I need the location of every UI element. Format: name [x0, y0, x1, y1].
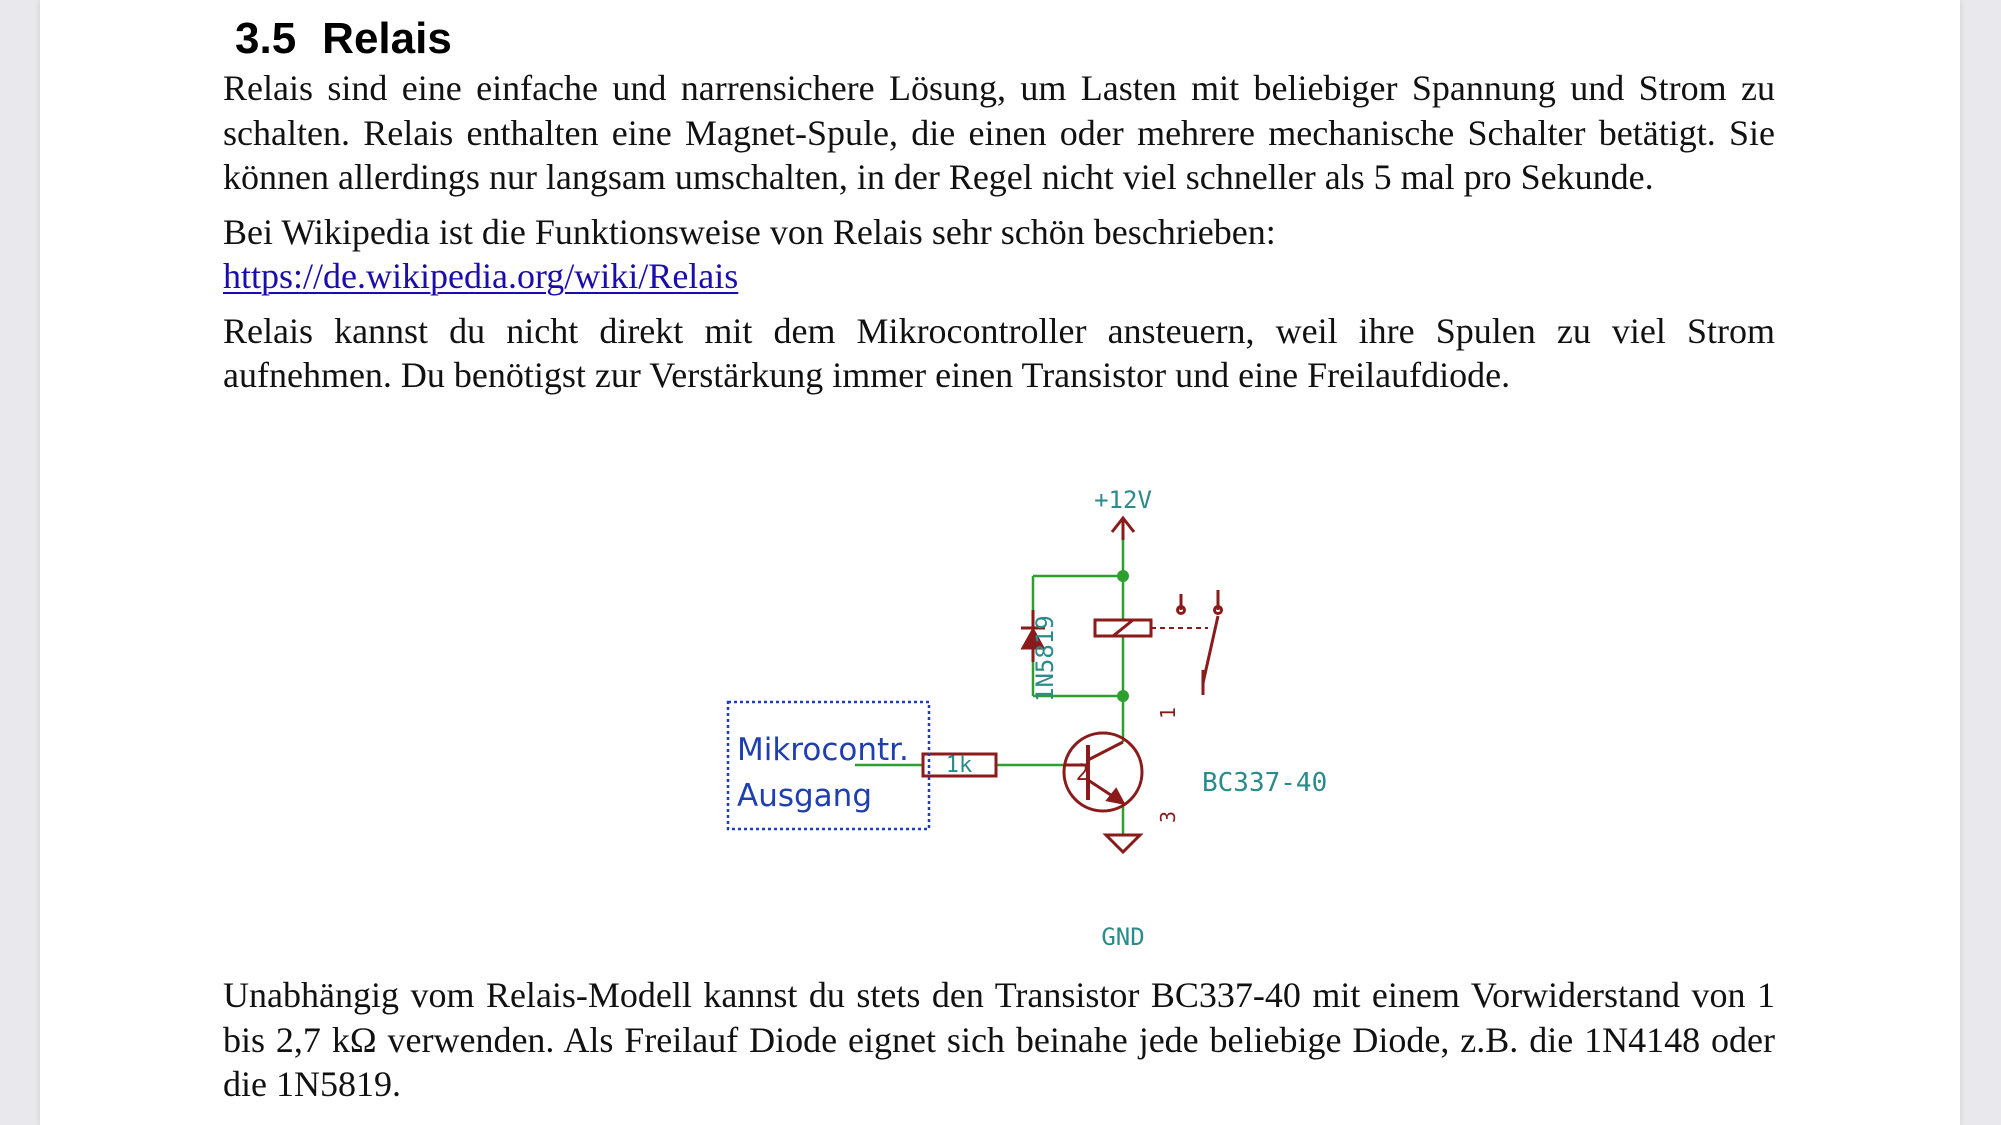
junction-bottom [1117, 690, 1129, 702]
switch-lever [1203, 616, 1218, 683]
pin-base-label: 2 [1075, 761, 1089, 786]
resistor-label: 1k [945, 753, 973, 778]
closing-section [223, 973, 1775, 1107]
paragraph-wikipedia [223, 210, 1775, 299]
section-title: Relais [322, 14, 452, 63]
transistor-collector-leg [1088, 742, 1123, 760]
relay-schematic [40, 470, 1960, 970]
document-page [40, 0, 1960, 1125]
paragraph-transistor-note: Relais kannst du nicht direkt mit dem Mikrocontroller ansteuern, weil ihre Spulen zu viel Strom aufnehmen. Du benötigst zur Verstärkung immer einen Transistor und eine Freilaufdiode. [223, 310, 1775, 395]
relay-coil-slash [1113, 620, 1133, 636]
wikipedia-link[interactable]: https://de.wikipedia.org/wiki/Relais [223, 256, 739, 296]
paragraph-intro: Relais sind eine einfache und narrensichere Lösung, um Lasten mit beliebiger Spannung und Strom zu schalten. Relais enthalten eine Magnet-Spule, die einen oder mehrere mechanische Schalter betätigt. Sie können allerdings nur langsam umschalten, in der Regel nicht viel schneller als 5 mal pro Sekunde. [223, 68, 1775, 197]
wikipedia-text: Bei Wikipedia ist die Funktionsweise von Relais sehr schön beschrieben: [223, 211, 1276, 252]
emitter-arrow-icon [1108, 790, 1123, 803]
page-content [223, 0, 1775, 398]
paragraph-closing: Unabhängig vom Relais-Modell kannst du stets den Transistor BC337-40 mit einem Vorwiderstand von 1 bis 2,7 kΩ verwenden. Als Freilauf Diode eignet sich beinahe jede beliebige Diode, z.B. die 1N4148 oder die 1N5819. [223, 975, 1775, 1104]
schematic-wires [855, 540, 1123, 835]
pin-emitter-label: 3 [1156, 810, 1180, 823]
transistor-label: BC337-40 [1202, 768, 1328, 798]
mcu-label-line1: Mikrocontr. [737, 732, 909, 768]
ground-label: GND [1101, 923, 1145, 951]
schematic-components [923, 518, 1222, 852]
diode-label: 1N5819 [1031, 615, 1059, 702]
supply-label: +12V [1094, 486, 1152, 514]
section-number: 3.5 [235, 14, 297, 63]
mcu-label-line2: Ausgang [737, 778, 873, 814]
junction-top [1117, 570, 1129, 582]
pin-collector-label: 1 [1156, 706, 1180, 719]
ground-icon [1106, 835, 1140, 852]
section-heading [223, 0, 1775, 66]
